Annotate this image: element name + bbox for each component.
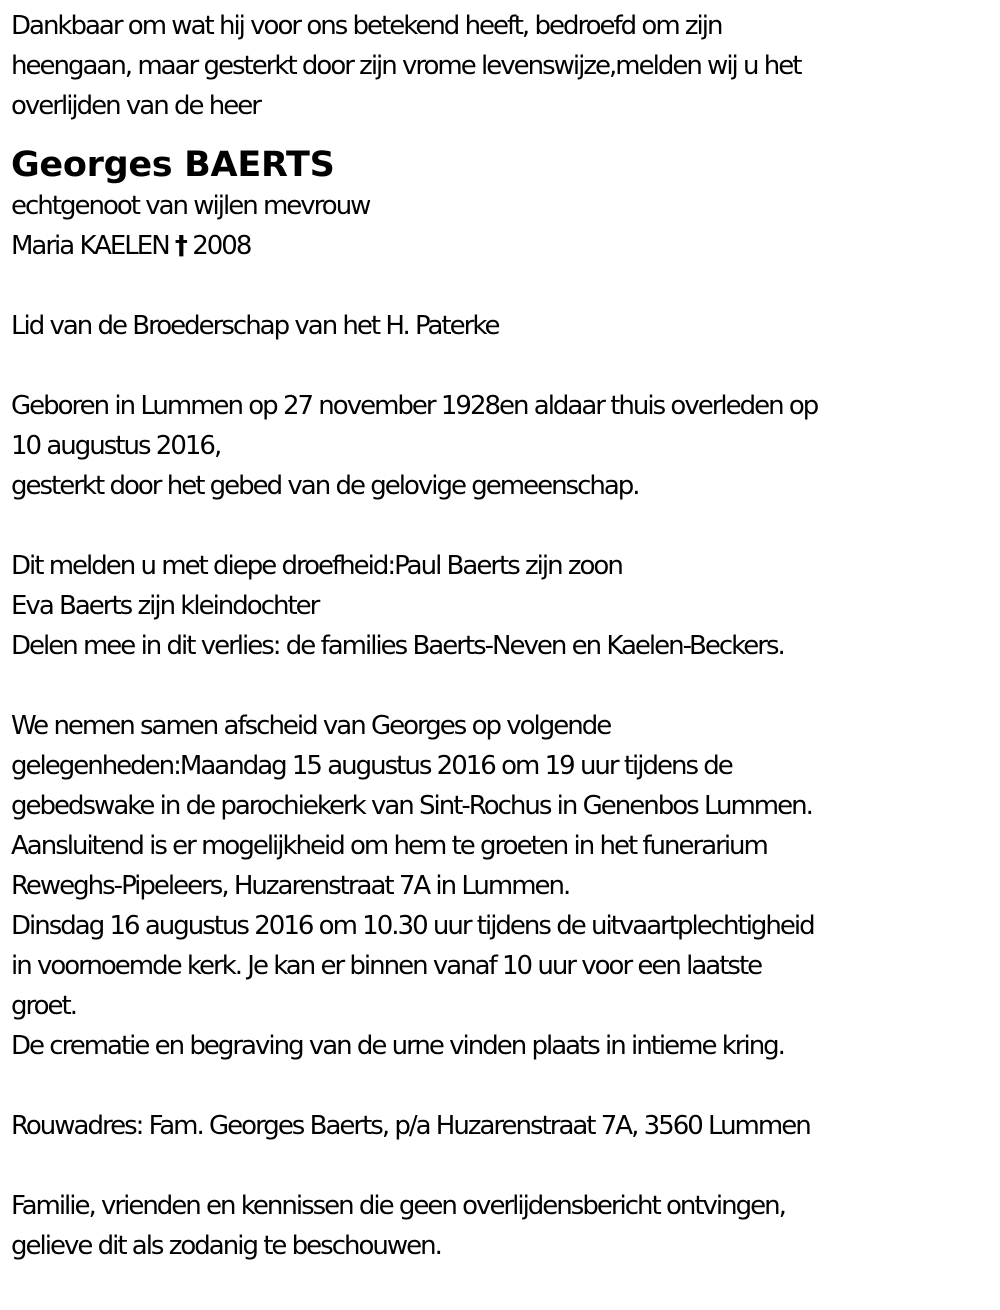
cross-icon: † — [174, 231, 186, 261]
ceremony-line: in voornoemde kerk. Je kan er binnen vanaf 10 uur voor een laatste — [11, 951, 762, 981]
ceremony-line: Reweghs-Pipeleers, Huzarenstraat 7A in Lummen. — [11, 871, 570, 901]
spacer — [11, 506, 991, 546]
spacer — [11, 266, 991, 306]
spacer — [11, 1066, 991, 1106]
birth-line: Geboren in Lummen op 27 november 1928en aldaar thuis overleden op — [11, 391, 818, 421]
deceased-name: Georges BAERTS — [11, 145, 335, 185]
spouse-name: Maria KAELEN — [11, 231, 169, 261]
family-line: Dit melden u met diepe droefheid:Paul Baerts zijn zoon — [11, 551, 622, 581]
intro-paragraph — [11, 6, 991, 126]
intro-line: Dankbaar om wat hij voor ons betekend heeft, bedroefd om zijn — [11, 11, 722, 41]
family-line: Delen mee in dit verlies: de families Baerts-Neven en Kaelen-Beckers. — [11, 631, 784, 661]
ceremony-line: Dinsdag 16 augustus 2016 om 10.30 uur tijdens de uitvaartplechtigheid — [11, 911, 814, 941]
ceremony-line: De crematie en begraving van de urne vinden plaats in intieme kring. — [11, 1031, 784, 1061]
spouse-name-line — [11, 226, 991, 266]
membership-line: Lid van de Broederschap van het H. Paterke — [11, 311, 499, 341]
ceremony-line: groet. — [11, 991, 76, 1021]
intro-line: overlijden van de heer — [11, 91, 260, 121]
obituary-document — [11, 6, 991, 1266]
birth-line: 10 augustus 2016, — [11, 431, 221, 461]
spouse-line: echtgenoot van wijlen mevrouw — [11, 191, 370, 221]
mourning-address: Rouwadres: Fam. Georges Baerts, p/a Huzarenstraat 7A, 3560 Lummen — [11, 1111, 810, 1141]
family-line: Eva Baerts zijn kleindochter — [11, 591, 319, 621]
closing-line: Familie, vrienden en kennissen die geen overlijdensbericht ontvingen, — [11, 1191, 785, 1221]
intro-line: heengaan, maar gesterkt door zijn vrome levenswijze,melden wij u het — [11, 51, 801, 81]
ceremony-line: We nemen samen afscheid van Georges op volgende — [11, 711, 611, 741]
birth-line: gesterkt door het gebed van de gelovige gemeenschap. — [11, 471, 639, 501]
birth-paragraph — [11, 386, 991, 506]
closing-paragraph — [11, 1186, 991, 1266]
spacer — [11, 346, 991, 386]
spacer — [11, 666, 991, 706]
spouse-death-year: 2008 — [192, 231, 251, 261]
family-paragraph — [11, 546, 991, 666]
ceremony-line: gebedswake in de parochiekerk van Sint-Rochus in Genenbos Lummen. — [11, 791, 812, 821]
ceremony-paragraph — [11, 706, 991, 1066]
spouse-block — [11, 186, 991, 266]
ceremony-line: gelegenheden:Maandag 15 augustus 2016 om 19 uur tijdens de — [11, 751, 732, 781]
closing-line: gelieve dit als zodanig te beschouwen. — [11, 1231, 441, 1261]
spacer — [11, 1146, 991, 1186]
ceremony-line: Aansluitend is er mogelijkheid om hem te groeten in het funerarium — [11, 831, 767, 861]
